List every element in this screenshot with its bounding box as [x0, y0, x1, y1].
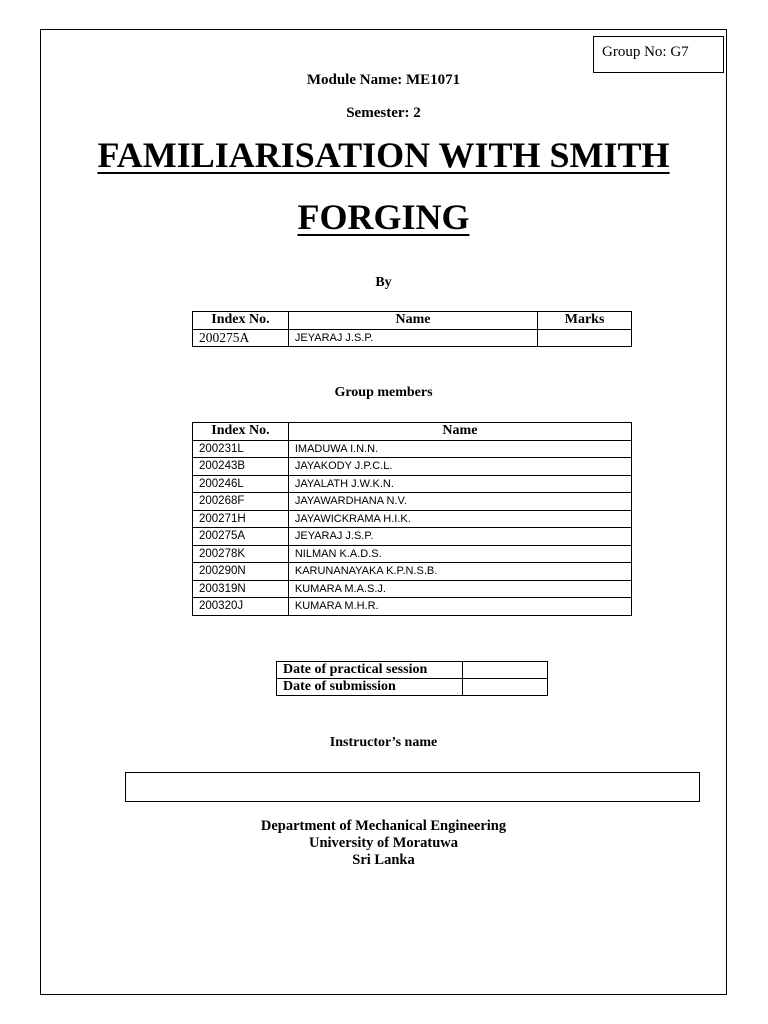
title-line-1	[40, 134, 727, 176]
member-index: 200290N	[193, 563, 289, 581]
department-name: Department of Mechanical Engineering	[260, 818, 507, 834]
table-row	[193, 329, 632, 347]
header-index: Index No.	[193, 423, 289, 441]
table-row	[193, 440, 632, 458]
member-index: 200275A	[193, 528, 289, 546]
member-index: 200319N	[193, 580, 289, 598]
members-table-header	[193, 423, 632, 441]
table-row	[193, 510, 632, 528]
title-line-1-text: FAMILIARISATION WITH SMITH	[97, 135, 670, 175]
country-name: Sri Lanka	[352, 852, 415, 868]
semester: Semester: 2	[346, 105, 421, 121]
member-index: 200320J	[193, 598, 289, 616]
table-row	[193, 458, 632, 476]
table-row	[193, 545, 632, 563]
member-index: 200268F	[193, 493, 289, 511]
table-row	[193, 493, 632, 511]
table-row	[193, 475, 632, 493]
members-table	[192, 422, 632, 616]
group-members-label: Group members	[334, 385, 433, 400]
practical-date-label: Date of practical session	[277, 662, 463, 679]
header-name: Name	[288, 423, 631, 441]
header-name: Name	[288, 312, 537, 330]
member-index: 200278K	[193, 545, 289, 563]
table-row	[193, 528, 632, 546]
table-row	[277, 662, 548, 679]
author-table	[192, 311, 632, 347]
member-name: KUMARA M.A.S.J.	[288, 580, 631, 598]
member-name: JEYARAJ J.S.P.	[288, 528, 631, 546]
university-name: University of Moratuwa	[308, 835, 458, 851]
title-line-2-text: FORGING	[297, 197, 470, 237]
member-index: 200246L	[193, 475, 289, 493]
member-name: KARUNANAYAKA K.P.N.S.B.	[288, 563, 631, 581]
table-row	[277, 679, 548, 696]
table-row	[193, 580, 632, 598]
member-index: 200231L	[193, 440, 289, 458]
member-index: 200243B	[193, 458, 289, 476]
member-name: IMADUWA I.N.N.	[288, 440, 631, 458]
department-block	[40, 818, 727, 869]
instructor-name-box	[125, 772, 700, 802]
header-index: Index No.	[193, 312, 289, 330]
instructor-label: Instructor’s name	[329, 735, 438, 750]
submission-date-value	[463, 679, 548, 696]
table-row	[193, 563, 632, 581]
title-line-2	[40, 196, 727, 238]
table-row	[193, 598, 632, 616]
practical-date-value	[463, 662, 548, 679]
group-number-box: Group No: G7	[593, 36, 724, 73]
member-name: JAYAWARDHANA N.V.	[288, 493, 631, 511]
member-index: 200271H	[193, 510, 289, 528]
by-label: By	[375, 275, 392, 290]
member-name: KUMARA M.H.R.	[288, 598, 631, 616]
dates-table	[276, 661, 548, 696]
author-table-header	[193, 312, 632, 330]
member-name: JAYAKODY J.P.C.L.	[288, 458, 631, 476]
member-name: JAYAWICKRAMA H.I.K.	[288, 510, 631, 528]
module-name: Module Name: ME1071	[306, 72, 461, 88]
member-name: JAYALATH J.W.K.N.	[288, 475, 631, 493]
author-index: 200275A	[193, 329, 289, 347]
author-marks	[538, 329, 632, 347]
author-name: JEYARAJ J.S.P.	[288, 329, 537, 347]
submission-date-label: Date of submission	[277, 679, 463, 696]
header-marks: Marks	[538, 312, 632, 330]
member-name: NILMAN K.A.D.S.	[288, 545, 631, 563]
